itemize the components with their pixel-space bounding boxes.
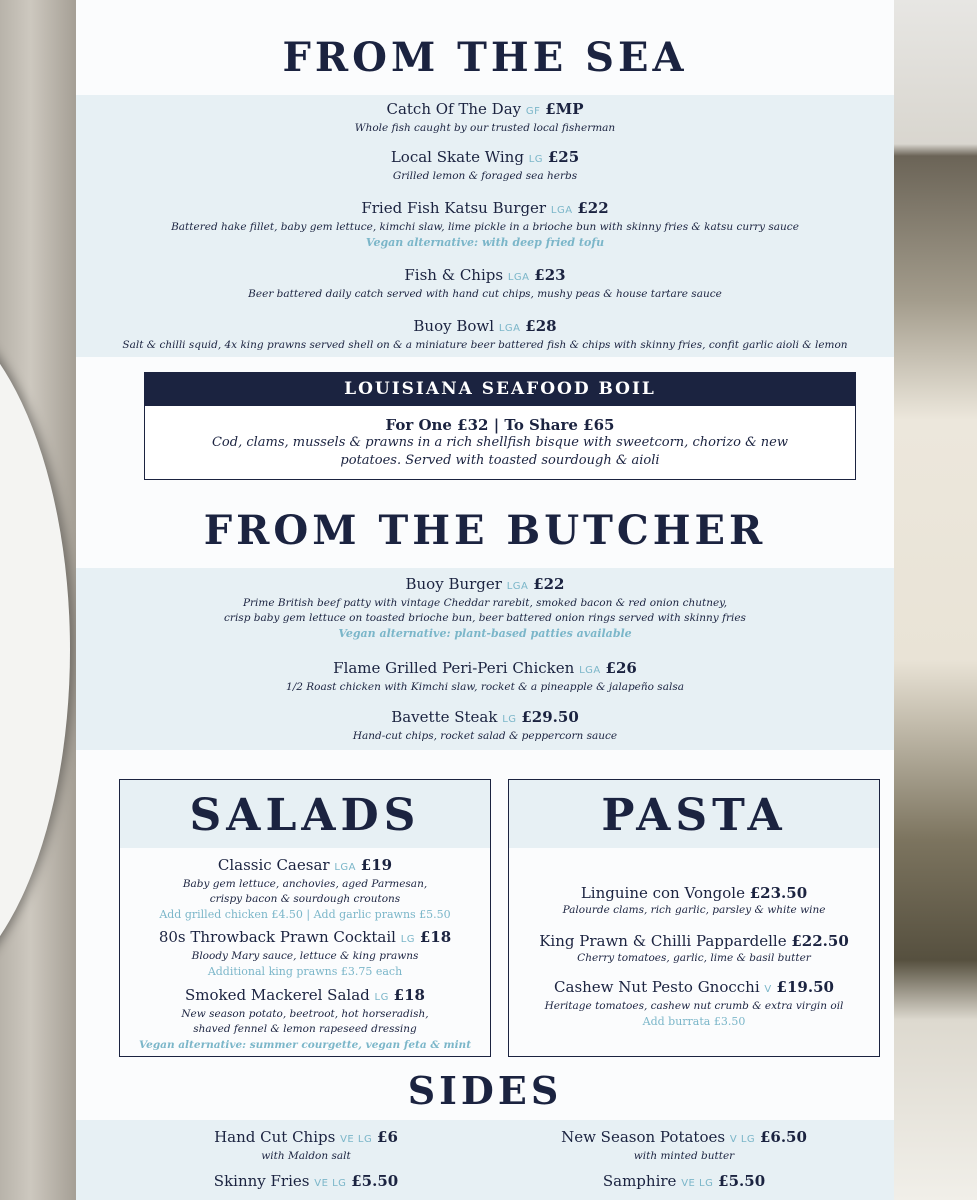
menu-item: Classic Caesar LGA £19 Baby gem lettuce, anchovies, aged Parmesan, crispy bacon & sourdough croutons Add grilled chicken £4.50 | Add garlic prawns £5.50 xyxy=(159,856,451,921)
side-item: Samphire VE LG £5.50 xyxy=(602,1172,766,1190)
seafood-boil-box xyxy=(144,372,856,480)
seafood-boil-desc: Cod, clams, mussels & prawns in a rich shellfish bisque with sweetcorn, chorizo & new potatoes. Served with toasted sourdough & aioli xyxy=(211,435,789,468)
menu-item: Bavette Steak LG £29.50 Hand-cut chips, rocket salad & peppercorn sauce xyxy=(352,708,618,742)
salads-box xyxy=(119,779,491,1057)
section-title-sides: SIDES xyxy=(407,1068,563,1113)
section-title-pasta: PASTA xyxy=(509,780,879,848)
background-photo-right xyxy=(894,0,977,1200)
menu-item: Flame Grilled Peri-Peri Chicken LGA £26 1/2 Roast chicken with Kimchi slaw, rocket & a pineapple & jalapeño salsa xyxy=(286,659,684,693)
side-item: New Season Potatoes V LG £6.50 with minted butter xyxy=(561,1128,807,1162)
menu-item: 80s Throwback Prawn Cocktail LG £18 Bloody Mary sauce, lettuce & king prawns Additional king prawns £3.75 each xyxy=(158,928,452,978)
menu-item: Fish & Chips LGA £23 Beer battered daily catch served with hand cut chips, mushy peas & house tartare sauce xyxy=(248,266,722,300)
section-title-salads: SALADS xyxy=(120,780,490,848)
section-title-butcher: FROM THE BUTCHER xyxy=(203,507,767,554)
menu-item: Cashew Nut Pesto Gnocchi V £19.50 Heritage tomatoes, cashew nut crumb & extra virgin oil Add burrata £3.50 xyxy=(544,978,844,1028)
menu-item: Smoked Mackerel Salad LG £18 New season potato, beetroot, hot horseradish, shaved fennel & lemon rapeseed dressing Vegan alternative: summer courgette, vegan feta & mint xyxy=(138,986,472,1051)
side-item: Skinny Fries VE LG £5.50 xyxy=(213,1172,399,1190)
section-title-sea: FROM THE SEA xyxy=(282,34,688,81)
menu-item: Fried Fish Katsu Burger LGA £22 Battered hake fillet, baby gem lettuce, kimchi slaw, lime pickle in a brioche bun with skinny fries & katsu curry sauce Vegan alternative: with deep fried tofu xyxy=(171,199,799,249)
menu-item: King Prawn & Chilli Pappardelle £22.50 Cherry tomatoes, garlic, lime & basil butter xyxy=(539,932,849,964)
side-item: Hand Cut Chips VE LG £6 with Maldon salt xyxy=(214,1128,398,1162)
menu-item: Local Skate Wing LG £25 Grilled lemon & foraged sea herbs xyxy=(390,148,580,182)
menu-item: Buoy Bowl LGA £28 Salt & chilli squid, 4x king prawns served shell on & a miniature beer battered fish & chips with skinny fries, confit garlic aioli & lemon xyxy=(122,317,848,351)
menu-page xyxy=(76,0,894,1200)
pasta-box xyxy=(508,779,880,1057)
menu-item: Buoy Burger LGA £22 Prime British beef patty with vintage Cheddar rarebit, smoked bacon & red onion chutney, crisp baby gem lettuce on toasted brioche bun, beer battered onion rings served with skinny fries Vegan alternative: plant-based patties available xyxy=(224,575,746,640)
seafood-boil-price: For One £32 | To Share £65 xyxy=(385,416,615,434)
seafood-boil-title: LOUISIANA SEAFOOD BOIL xyxy=(145,373,855,406)
menu-item: Catch Of The Day GF £MP Whole fish caught by our trusted local fisherman xyxy=(354,100,616,134)
menu-item: Linguine con Vongole £23.50 Palourde clams, rich garlic, parsley & white wine xyxy=(562,884,826,916)
